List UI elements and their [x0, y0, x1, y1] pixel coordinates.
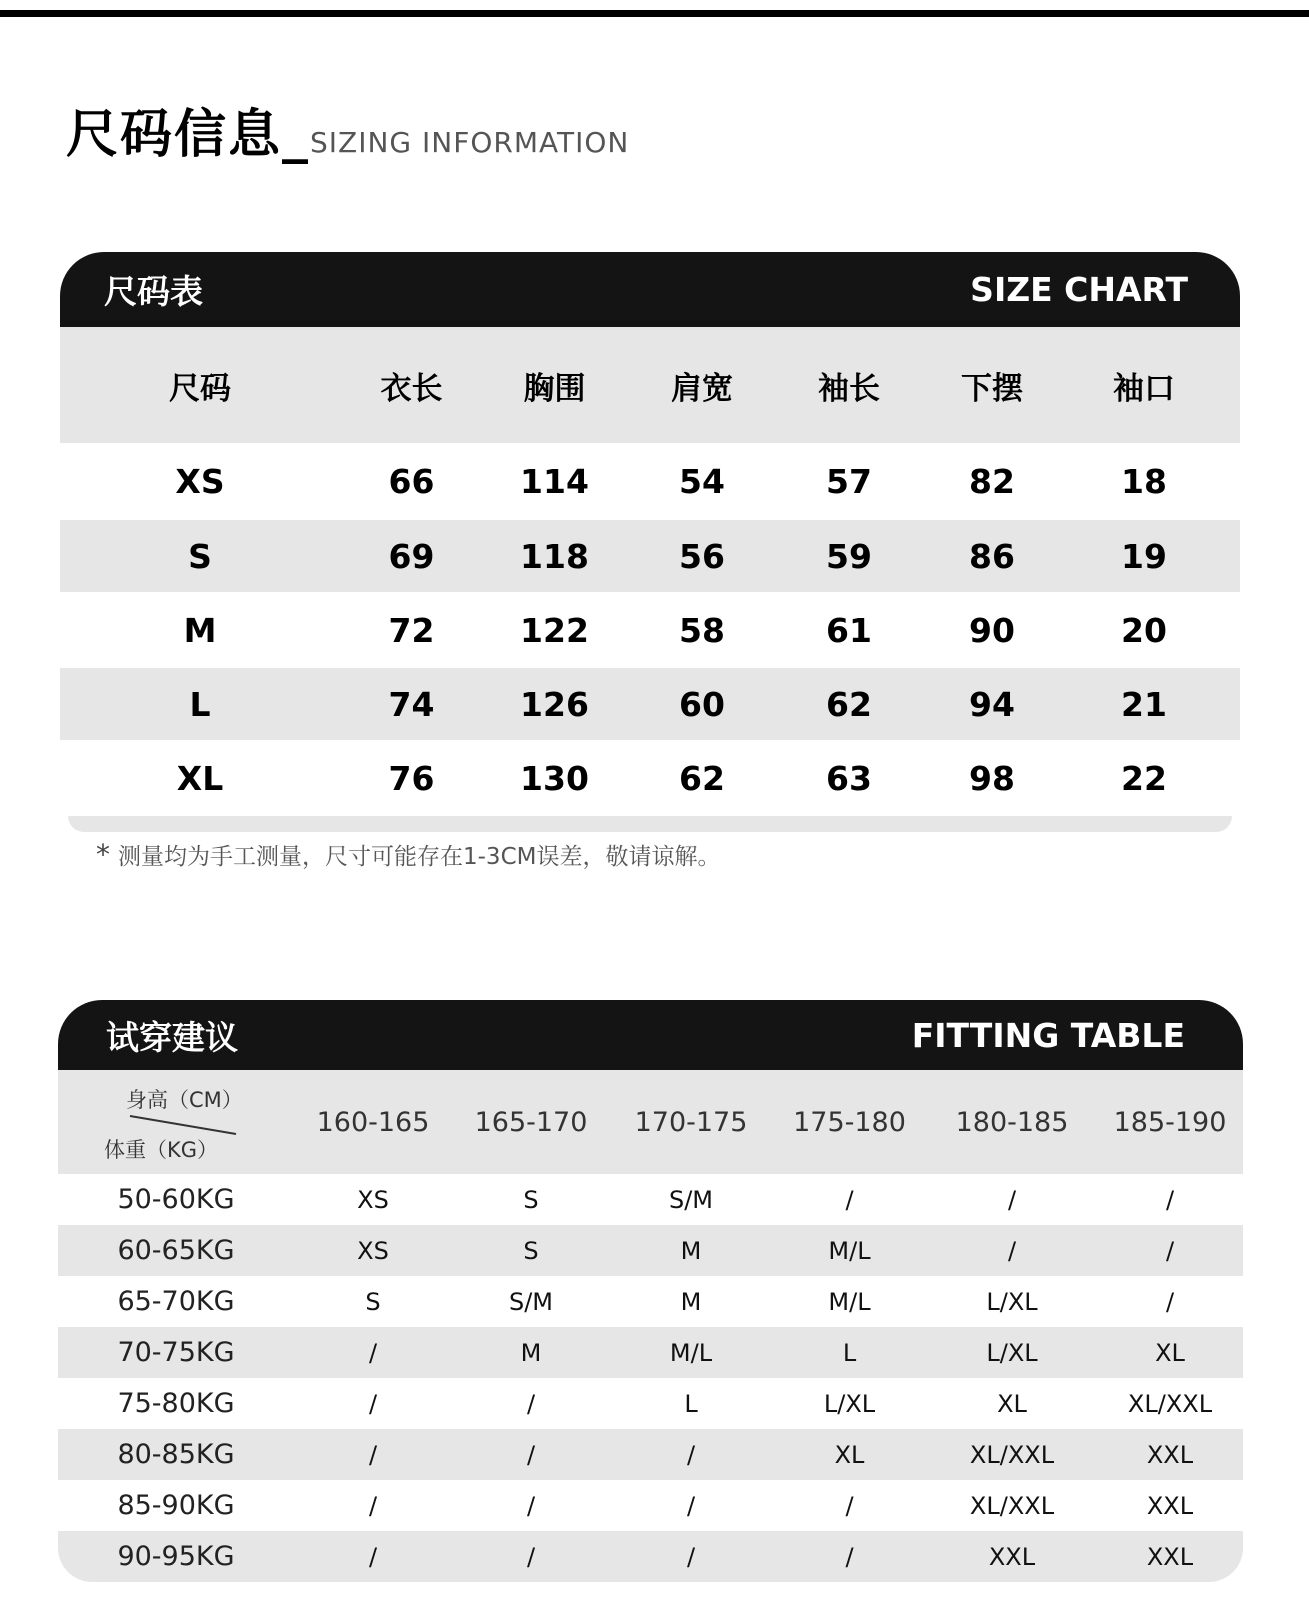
column-header: 胸围 — [523, 370, 586, 407]
fitting-table-card — [58, 1000, 1243, 1582]
page-title-en: SIZING INFORMATION — [310, 126, 630, 159]
asterisk-icon: * — [96, 838, 110, 871]
table-cell: L/XL — [986, 1287, 1038, 1316]
table-cell: XS — [357, 1236, 389, 1265]
table-cell: 114 — [520, 462, 589, 501]
page-title-cn: 尺码信息 — [66, 105, 283, 165]
page-title-underscore: _ — [282, 105, 309, 165]
table-cell: 60 — [679, 684, 725, 724]
table-cell: 118 — [520, 536, 589, 576]
weight-label: 80-85KG — [117, 1439, 235, 1470]
table-cell: M — [183, 610, 217, 650]
table-cell: XS — [175, 462, 225, 501]
height-header: 170-175 — [634, 1106, 748, 1138]
fitting-table-header — [58, 1000, 1243, 1070]
table-cell: 19 — [1121, 536, 1167, 576]
table-row — [60, 668, 1240, 740]
table-cell: 130 — [520, 758, 589, 798]
table-cell: 82 — [969, 462, 1015, 501]
table-cell: S — [365, 1287, 381, 1316]
table-cell: / — [368, 1542, 378, 1571]
table-row — [60, 520, 1240, 592]
size-chart-title-en: SIZE CHART — [970, 270, 1188, 309]
table-cell: / — [1165, 1236, 1175, 1265]
table-cell: 74 — [388, 684, 435, 724]
table-cell: M/L — [828, 1287, 871, 1316]
page-title — [66, 92, 629, 167]
table-row — [58, 1531, 1243, 1582]
table-cell: / — [1165, 1185, 1175, 1214]
fitting-table — [58, 1070, 1243, 1582]
table-row — [58, 1225, 1243, 1276]
table-cell: / — [686, 1491, 696, 1520]
table-row — [60, 443, 1240, 520]
table-cell: / — [1007, 1185, 1017, 1214]
table-cell: L — [842, 1338, 857, 1367]
table-cell: / — [526, 1542, 536, 1571]
table-cell: / — [845, 1542, 854, 1571]
measurement-note-text: 测量均为手工测量，尺寸可能存在1-3CM误差，敬请谅解。 — [118, 844, 721, 870]
table-cell: 76 — [388, 758, 435, 798]
size-chart-title-cn: 尺码表 — [104, 272, 203, 311]
table-cell: XXL — [1146, 1440, 1194, 1469]
table-cell: XL — [176, 758, 224, 798]
table-row — [58, 1174, 1243, 1225]
table-cell: / — [368, 1338, 378, 1367]
table-cell: XXL — [1146, 1491, 1194, 1520]
table-cell: XL/XXL — [969, 1491, 1055, 1520]
table-cell: / — [368, 1440, 378, 1469]
table-cell: 22 — [1121, 758, 1167, 798]
size-chart-footer — [68, 816, 1232, 832]
table-cell: M/L — [669, 1338, 713, 1367]
table-cell: 20 — [1121, 610, 1167, 650]
table-cell: M — [680, 1236, 702, 1265]
size-chart-table — [60, 327, 1240, 832]
table-cell: / — [368, 1389, 378, 1418]
height-header: 160-165 — [316, 1106, 430, 1138]
column-header: 袖长 — [818, 370, 880, 407]
table-cell: 56 — [679, 536, 725, 576]
table-cell: S/M — [668, 1185, 714, 1214]
table-row — [58, 1480, 1243, 1531]
weight-label: 75-80KG — [117, 1388, 235, 1419]
height-axis-label: 身高（CM） — [126, 1088, 243, 1112]
table-cell: 63 — [826, 758, 872, 798]
table-cell: 59 — [826, 536, 872, 576]
table-cell: L/XL — [823, 1389, 876, 1418]
size-chart-card — [60, 252, 1240, 832]
table-cell: 90 — [969, 610, 1015, 650]
table-cell: XXL — [988, 1542, 1036, 1571]
table-cell: XS — [357, 1185, 389, 1214]
height-header: 175-180 — [793, 1106, 906, 1138]
table-row — [60, 740, 1240, 816]
table-row — [60, 592, 1240, 668]
weight-axis-label: 体重（KG） — [104, 1138, 219, 1162]
table-row — [58, 1378, 1243, 1429]
height-header: 165-170 — [474, 1106, 588, 1138]
table-cell: / — [1165, 1287, 1175, 1316]
table-cell: 86 — [969, 536, 1015, 576]
height-header: 185-190 — [1113, 1106, 1227, 1138]
corner-cell — [58, 1070, 294, 1174]
table-cell: / — [368, 1491, 378, 1520]
table-cell: 62 — [826, 684, 872, 724]
table-cell: / — [686, 1440, 696, 1469]
measurement-note — [96, 838, 720, 871]
table-cell: 18 — [1121, 462, 1167, 501]
column-header: 下摆 — [961, 370, 1023, 407]
table-cell: S — [188, 536, 212, 576]
weight-label: 65-70KG — [117, 1286, 235, 1317]
fitting-header-row — [58, 1070, 1243, 1174]
table-cell: M — [520, 1338, 542, 1367]
table-cell: S — [523, 1185, 539, 1214]
fitting-table-title-cn: 试穿建议 — [106, 1017, 238, 1057]
table-cell: / — [526, 1389, 536, 1418]
column-header: 衣长 — [380, 370, 443, 407]
table-row — [58, 1276, 1243, 1327]
table-cell: XXL — [1146, 1542, 1194, 1571]
weight-label: 50-60KG — [117, 1184, 235, 1215]
table-cell: M/L — [828, 1236, 871, 1265]
weight-label: 70-75KG — [117, 1337, 235, 1368]
table-cell: 61 — [826, 610, 872, 650]
weight-label: 90-95KG — [117, 1541, 235, 1572]
table-cell: M — [680, 1287, 702, 1316]
table-cell: 98 — [969, 758, 1015, 798]
table-cell: 57 — [826, 462, 872, 501]
weight-label: 85-90KG — [117, 1490, 235, 1521]
table-cell: 62 — [679, 758, 725, 798]
column-header: 袖口 — [1113, 370, 1175, 407]
table-cell: 54 — [679, 462, 725, 501]
table-row — [58, 1327, 1243, 1378]
table-cell: 66 — [388, 462, 435, 501]
table-cell: L/XL — [986, 1338, 1038, 1367]
table-cell: L — [189, 684, 211, 724]
table-cell: / — [1007, 1236, 1017, 1265]
table-cell: 126 — [520, 684, 589, 724]
table-cell: S/M — [508, 1287, 554, 1316]
table-cell: 21 — [1121, 684, 1167, 724]
table-cell: XL/XXL — [1127, 1389, 1213, 1418]
table-cell: / — [526, 1440, 536, 1469]
table-cell: / — [845, 1185, 854, 1214]
table-cell: / — [686, 1542, 696, 1571]
table-cell: XL — [834, 1440, 865, 1469]
height-header: 180-185 — [955, 1106, 1069, 1138]
column-header: 肩宽 — [671, 370, 733, 407]
table-cell: / — [845, 1491, 854, 1520]
table-cell: XL — [1155, 1338, 1185, 1367]
fitting-table-title-en: FITTING TABLE — [911, 1015, 1185, 1055]
column-header: 尺码 — [169, 370, 231, 407]
table-cell: S — [523, 1236, 539, 1265]
table-cell: 58 — [679, 610, 725, 650]
table-cell: 72 — [388, 610, 435, 650]
table-row — [58, 1429, 1243, 1480]
weight-label: 60-65KG — [117, 1235, 235, 1266]
table-cell: 69 — [388, 536, 435, 576]
table-cell: 122 — [520, 610, 589, 650]
table-cell: 94 — [969, 684, 1015, 724]
top-divider-bar — [0, 10, 1309, 17]
table-cell: XL — [997, 1389, 1027, 1418]
table-cell: L — [684, 1389, 698, 1418]
size-chart-header — [60, 252, 1240, 327]
size-chart-header-row — [60, 327, 1240, 443]
table-cell: / — [526, 1491, 536, 1520]
table-cell: XL/XXL — [969, 1440, 1055, 1469]
